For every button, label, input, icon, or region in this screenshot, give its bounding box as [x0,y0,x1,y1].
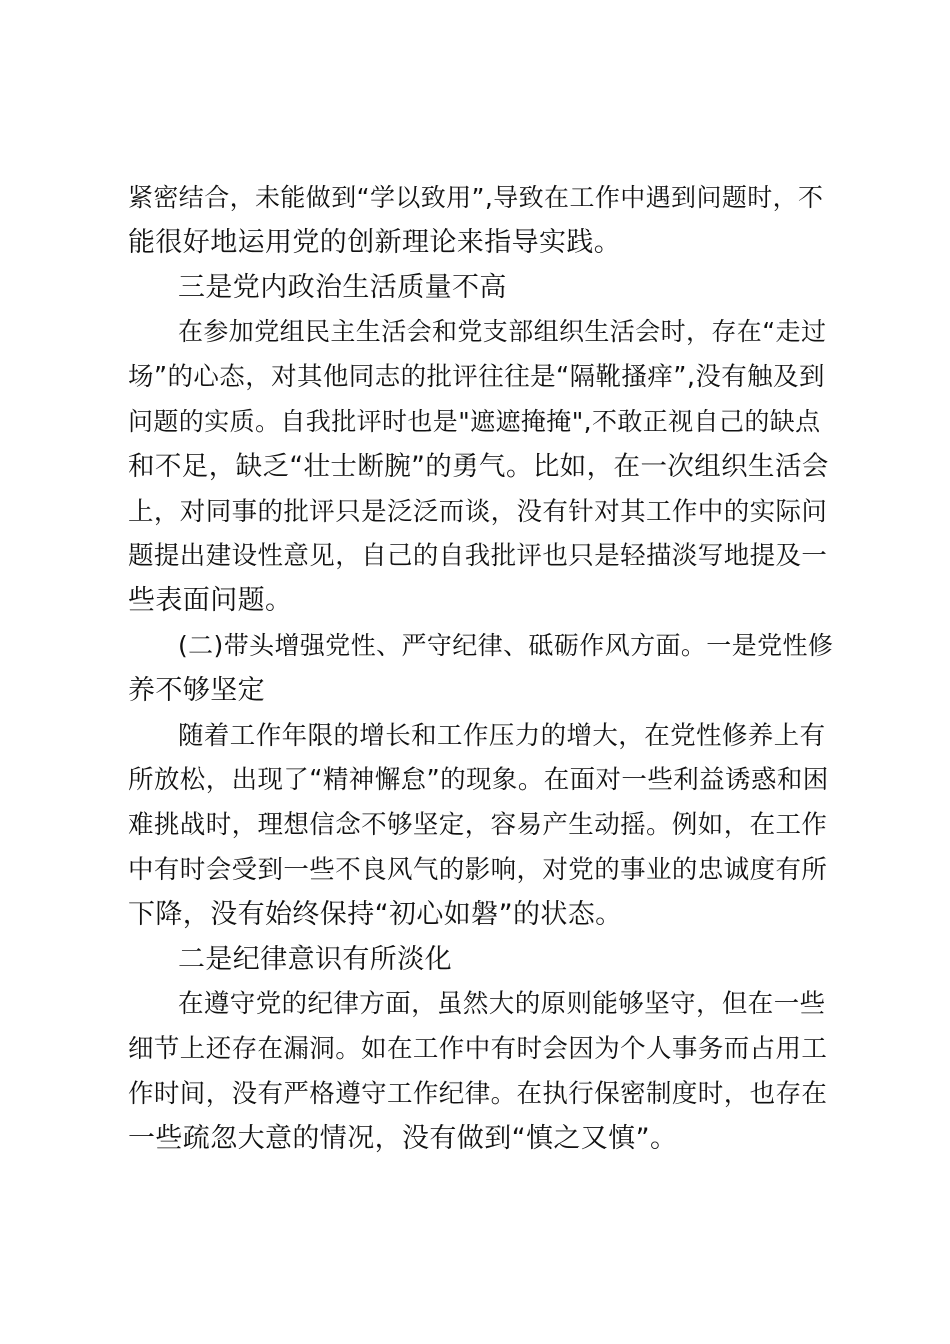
text-line: 细节上还存在漏洞。如在工作中有时会因为个人事务而占用工 [128,1034,828,1065]
text-line: 和不足，缺乏“壮士断腕”的勇气。比如，在一次组织生活会 [128,450,829,482]
text-line: 二是纪律意识有所淡化 [178,943,452,975]
text-line: 上，对同事的批评只是泛泛而谈，没有针对其工作中的实际问 [128,496,828,527]
text-line: 紧密结合，未能做到“学以致用”,导致在工作中遇到问题时，不 [128,183,824,212]
text-line: 场”的心态，对其他同志的批评往往是“隔靴搔痒”,没有触及到 [128,362,825,393]
text-line: 作时间，没有严格遵守工作纪律。在执行保密制度时，也存在 [128,1078,828,1109]
text-line: 在参加党组民主生活会和党支部组织生活会时，存在“走过 [178,317,827,347]
text-line: 随着工作年限的增长和工作压力的增大，在党性修养上有 [178,720,826,751]
text-line: 中有时会受到一些不良风气的影响，对党的事业的忠诚度有所 [128,854,828,885]
document-body [128,176,833,1162]
text-line: 难挑战时，理想信念不够坚定，容易产生动摇。例如，在工作 [128,810,828,841]
text-line: 三是党内政治生活质量不高 [178,271,507,303]
text-line: 问题的实质。自我批评时也是"遮遮掩掩",不敢正视自己的缺点 [128,406,821,436]
text-line: 题提出建设性意见，自己的自我批评也只是轻描淡写地提及一 [128,541,828,572]
text-line: 在遵守党的纪律方面，虽然大的原则能够坚守，但在一些 [178,989,826,1020]
text-line: (二)带头增强党性、严守纪律、砥砺作风方面。一是党性修 [178,630,834,660]
text-line: 些表面问题。 [128,585,293,617]
text-line: 养不够坚定 [128,674,265,706]
text-line: 下降，没有始终保持“初心如磐”的状态。 [128,898,623,930]
text-line: 所放松，出现了“精神懈怠”的现象。在面对一些利益诱惑和困 [128,765,829,796]
text-line: 能很好地运用党的创新理论来指导实践。 [128,226,622,258]
text-line: 一些疏忽大意的情况，没有做到“慎之又慎”。 [128,1122,678,1154]
